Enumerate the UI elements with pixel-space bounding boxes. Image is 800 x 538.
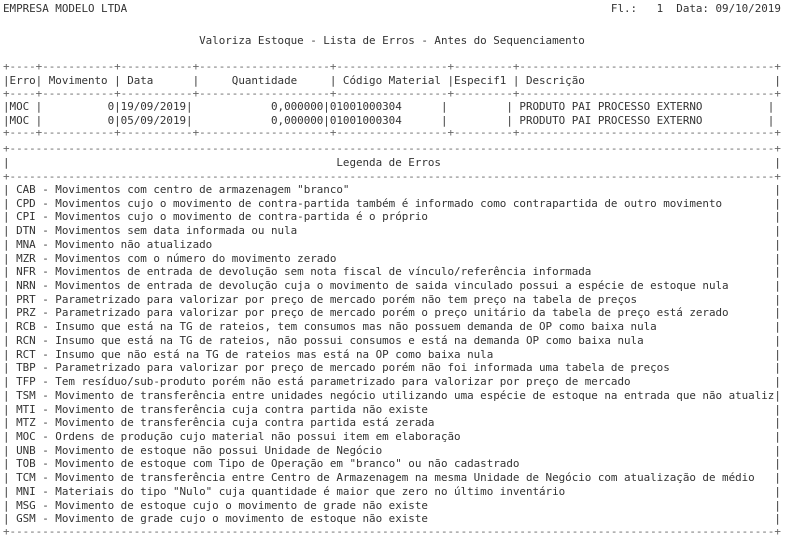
legend-item-tob: | TOB - Movimento de estoque com Tipo de Operação em "branco" ou não cadastrado |	[3, 457, 781, 471]
legend-item-tcm: | TCM - Movimento de transferência entre Centro de Armazenagem na mesma Unidade de Negócio com atualização de médio |	[3, 471, 781, 485]
legend-item-mti: | MTI - Movimento de transferência cuja contra partida não existe |	[3, 402, 781, 416]
legend-item-rcn: | RCN - Insumo que está na TG de rateios, não possui consumos e está na demanda OP como baixa nula |	[3, 333, 781, 347]
legend-title: | Legenda de Erros |	[3, 156, 781, 169]
legend-item-tfp: | TFP - Tem resíduo/sub-produto porém não está parametrizado para valorizar por preço de mercado |	[3, 375, 781, 389]
table-header-separator: +----+-----------+-----------+--------------------+-----------------+---------+---------------------------------------+	[3, 87, 781, 100]
table-row: |MOC | 0|05/09/2019| 0,000000|01001000304 | | PRODUTO PAI PROCESSO EXTERNO |	[3, 114, 775, 127]
legend-item-cpi: | CPI - Movimentos cujo o movimento de contra-partida é o próprio |	[3, 210, 781, 224]
legend-item-tbp: | TBP - Parametrizado para valorizar por preço de mercado porém não foi informada uma tabela de preços |	[3, 361, 781, 375]
legend-item-prt: | PRT - Parametrizado para valorizar por preço de mercado porém não tem preço na tabela de preços |	[3, 292, 781, 306]
legend-item-nrn: | NRN - Movimentos de entrada de devolução cuja o movimento de saida vinculado possui a espécie de estoque nula |	[3, 279, 781, 293]
legend-item-cab: | CAB - Movimentos com centro de armazenagem "branco" |	[3, 183, 781, 196]
legend-item-mzr: | MZR - Movimentos com o número do movimento zerado |	[3, 251, 781, 265]
report-title: Valoriza Estoque - Lista de Erros - Antes do Sequenciamento	[3, 34, 585, 47]
legend-item-dtn: | DTN - Movimentos sem data informada ou nula |	[3, 224, 781, 238]
legend-item-nfr: | NFR - Movimentos de entrada de devolução sem nota fiscal de vínculo/referência informada |	[3, 265, 781, 279]
legend-separator: +---------------------------------------------------------------------------------------------------------------------+	[3, 170, 781, 183]
report-header: EMPRESA MODELO LTDA Fl.: 1 Data: 09/10/2019	[3, 2, 781, 15]
legend-item-mni: | MNI - Materiais do tipo "Nulo" cuja quantidade é maior que zero no último inventário |	[3, 484, 781, 498]
legend-item-moc: | MOC - Ordens de produção cujo material não possui item em elaboração |	[3, 429, 781, 443]
legend-item-unb: | UNB - Movimento de estoque não possui Unidade de Negócio |	[3, 443, 781, 457]
legend-item-rcb: | RCB - Insumo que está na TG de rateios, tem consumos mas não possuem demanda de OP como baixa nula |	[3, 320, 781, 334]
table-border-bottom: +----+-----------+-----------+--------------------+-----------------+---------+---------------------------------------+	[3, 126, 781, 139]
table-header-row: |Erro| Movimento | Data | Quantidade | Código Material |Especif1 | Descrição |	[3, 74, 781, 87]
legend-item-rct: | RCT - Insumo que não está na TG de rateios mas está na OP como baixa nula |	[3, 347, 781, 361]
legend-item-msg: | MSG - Movimento de estoque cujo o movimento de grade não existe |	[3, 498, 781, 512]
table-row: |MOC | 0|19/09/2019| 0,000000|01001000304 | | PRODUTO PAI PROCESSO EXTERNO |	[3, 100, 775, 113]
legend-item-prz: | PRZ - Parametrizado para valorizar por preço de mercado porém o preço unitário da tabela de preço está zerado |	[3, 306, 781, 320]
legend-item-cpd: | CPD - Movimentos cujo o movimento de contra-partida também é informado como contrapartida de outro movimento |	[3, 196, 781, 210]
table-border-top: +----+-----------+-----------+--------------------+-----------------+---------+---------------------------------------+	[3, 60, 781, 73]
legend-item-gsm: | GSM - Movimento de grade cujo o movimento de estoque não existe |	[3, 512, 781, 526]
legend-item-tsm: | TSM - Movimento de transferência entre unidades negócio utilizando uma espécie de estoque na entrada que não atualiz|	[3, 388, 781, 402]
legend-border-top: +---------------------------------------------------------------------------------------------------------------------+	[3, 142, 781, 155]
legend-border-bottom: +---------------------------------------------------------------------------------------------------------------------+	[3, 525, 781, 538]
legend-item-mna: | MNA - Movimento não atualizado |	[3, 237, 781, 251]
legend-item-mtz: | MTZ - Movimento de transferência cuja contra partida está zerada |	[3, 416, 781, 430]
